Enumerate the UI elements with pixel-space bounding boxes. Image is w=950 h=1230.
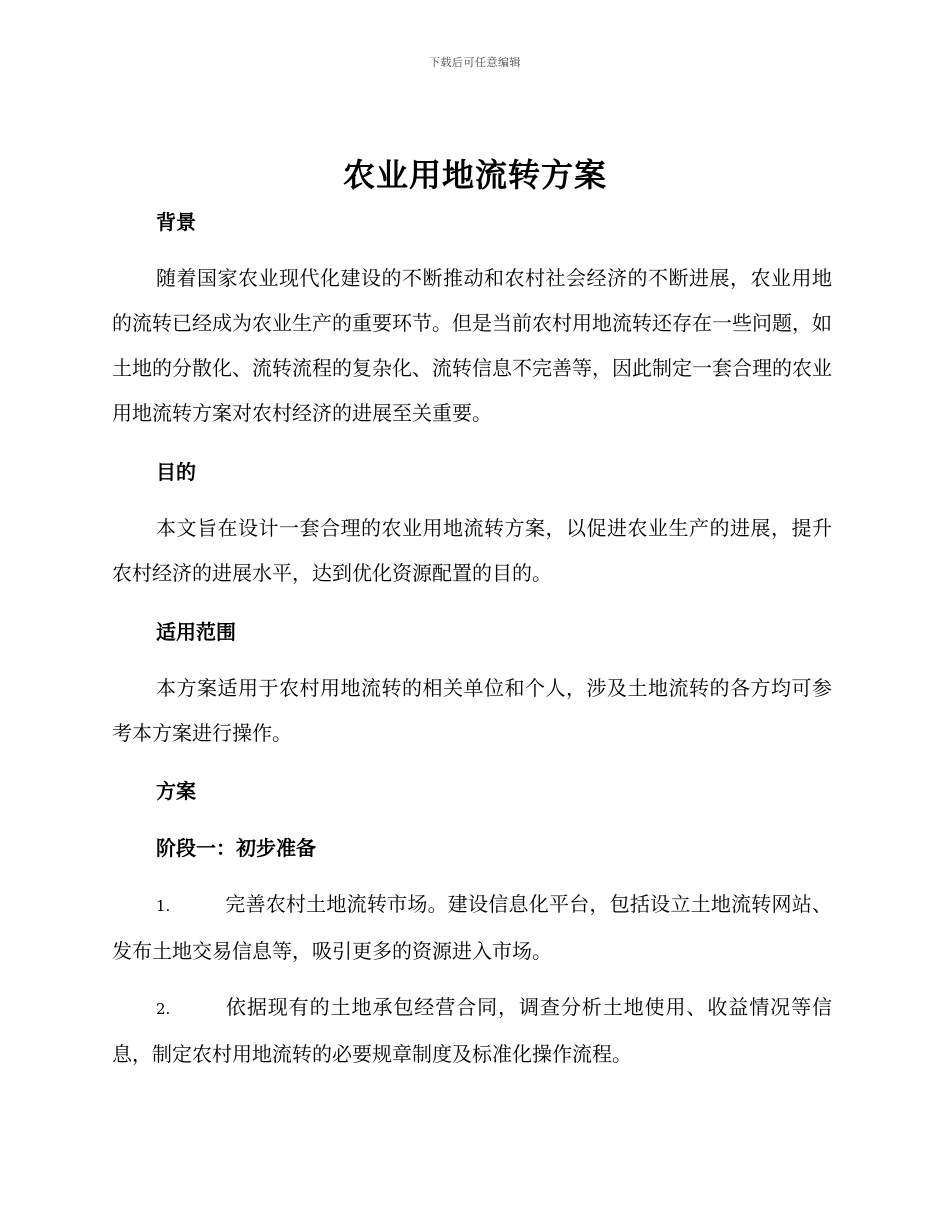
list-text: 完善农村土地流转市场。建设信息化平台，包括设立土地流转网站、发布土地交易信息等，吸引更多的资源进入市场。 — [112, 892, 832, 963]
section-heading-purpose: 目的 — [156, 460, 196, 484]
list-number: 2. — [156, 1000, 171, 1018]
section-heading-plan: 方案 — [156, 779, 196, 803]
section-body-scope: 本方案适用于农村用地流转的相关单位和个人，涉及土地流转的各方均可参考本方案进行操作。 — [112, 676, 832, 745]
section-heading-scope: 适用范围 — [156, 620, 236, 644]
header-note: 下载后可任意编辑 — [429, 56, 521, 69]
section-heading-background: 背景 — [156, 210, 196, 234]
list-number: 1. — [156, 897, 171, 915]
document-title: 农业用地流转方案 — [342, 156, 607, 194]
section-body-purpose: 本文旨在设计一套合理的农业用地流转方案，以促进农业生产的进展，提升农村经济的进展水平，达到优化资源配置的目的。 — [112, 516, 832, 585]
section-body-background: 随着国家农业现代化建设的不断推动和农村社会经济的不断进展，农业用地的流转已经成为农业生产的重要环节。但是当前农村用地流转还存在一些问题，如土地的分散化、流转流程的复杂化、流转信息不完善等，因此制定一套合理的农业用地流转方案对农村经济的进展至关重要。 — [112, 266, 832, 425]
stage-heading-1: 阶段一：初步准备 — [156, 836, 316, 860]
list-item — [112, 882, 832, 974]
list-text: 依据现有的土地承包经营合同，调查分析土地使用、收益情况等信息，制定农村用地流转的必要规章制度及标准化操作流程。 — [112, 995, 832, 1066]
list-item — [112, 985, 832, 1077]
